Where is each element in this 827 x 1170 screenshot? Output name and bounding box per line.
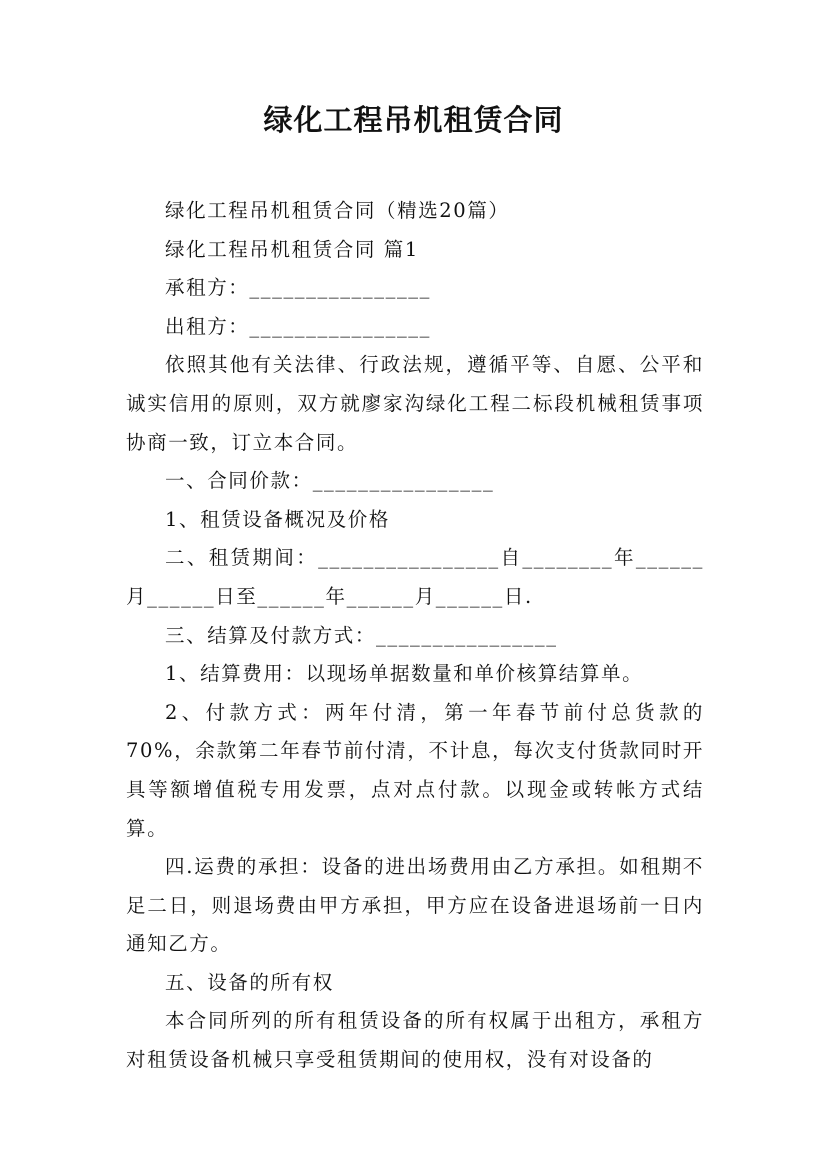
freight-paragraph: 四.运费的承担：设备的进出场费用由乙方承担。如租期不足二日，则退场费由甲方承担，甲方应在设备进退场前一日内通知乙方。 bbox=[126, 855, 704, 956]
lease-period-paragraph: 二、租赁期间：________________自________年______月______日至______年______月______日. bbox=[126, 546, 704, 608]
lessor-line: 出租方：________________ bbox=[165, 314, 431, 338]
payment-method-heading: 三、结算及付款方式：________________ bbox=[165, 623, 558, 647]
contract-price-line: 一、合同价款：________________ bbox=[165, 469, 495, 493]
section-heading: 绿化工程吊机租赁合同 篇1 bbox=[165, 237, 419, 261]
equipment-overview-line: 1、租赁设备概况及价格 bbox=[165, 507, 391, 531]
document-title: 绿化工程吊机租赁合同 bbox=[263, 103, 564, 137]
payment-terms-paragraph: 2、付款方式：两年付清，第一年春节前付总货款的70%，余款第二年春节前付清，不计息，每次支付货款同时开具等额增值税专用发票，点对点付款。以现金或转帐方式结算。 bbox=[126, 700, 704, 840]
subtitle-paragraph: 绿化工程吊机租赁合同（精选20篇） bbox=[165, 199, 510, 222]
lessee-line: 承租方：________________ bbox=[165, 276, 431, 300]
ownership-heading: 五、设备的所有权 bbox=[165, 970, 334, 994]
document-body bbox=[126, 192, 704, 1080]
ownership-paragraph: 本合同所列的所有租赁设备的所有权属于出租方，承租方对租赁设备机械只享受租赁期间的使用权，没有对设备的 bbox=[126, 1009, 704, 1072]
preamble-paragraph: 依照其他有关法律、行政法规，遵循平等、自愿、公平和诚实信用的原则，双方就廖家沟绿化工程二标段机械租赁事项协商一致，订立本合同。 bbox=[126, 353, 704, 454]
settlement-cost-line: 1、结算费用：以现场单据数量和单价核算结算单。 bbox=[165, 662, 644, 686]
